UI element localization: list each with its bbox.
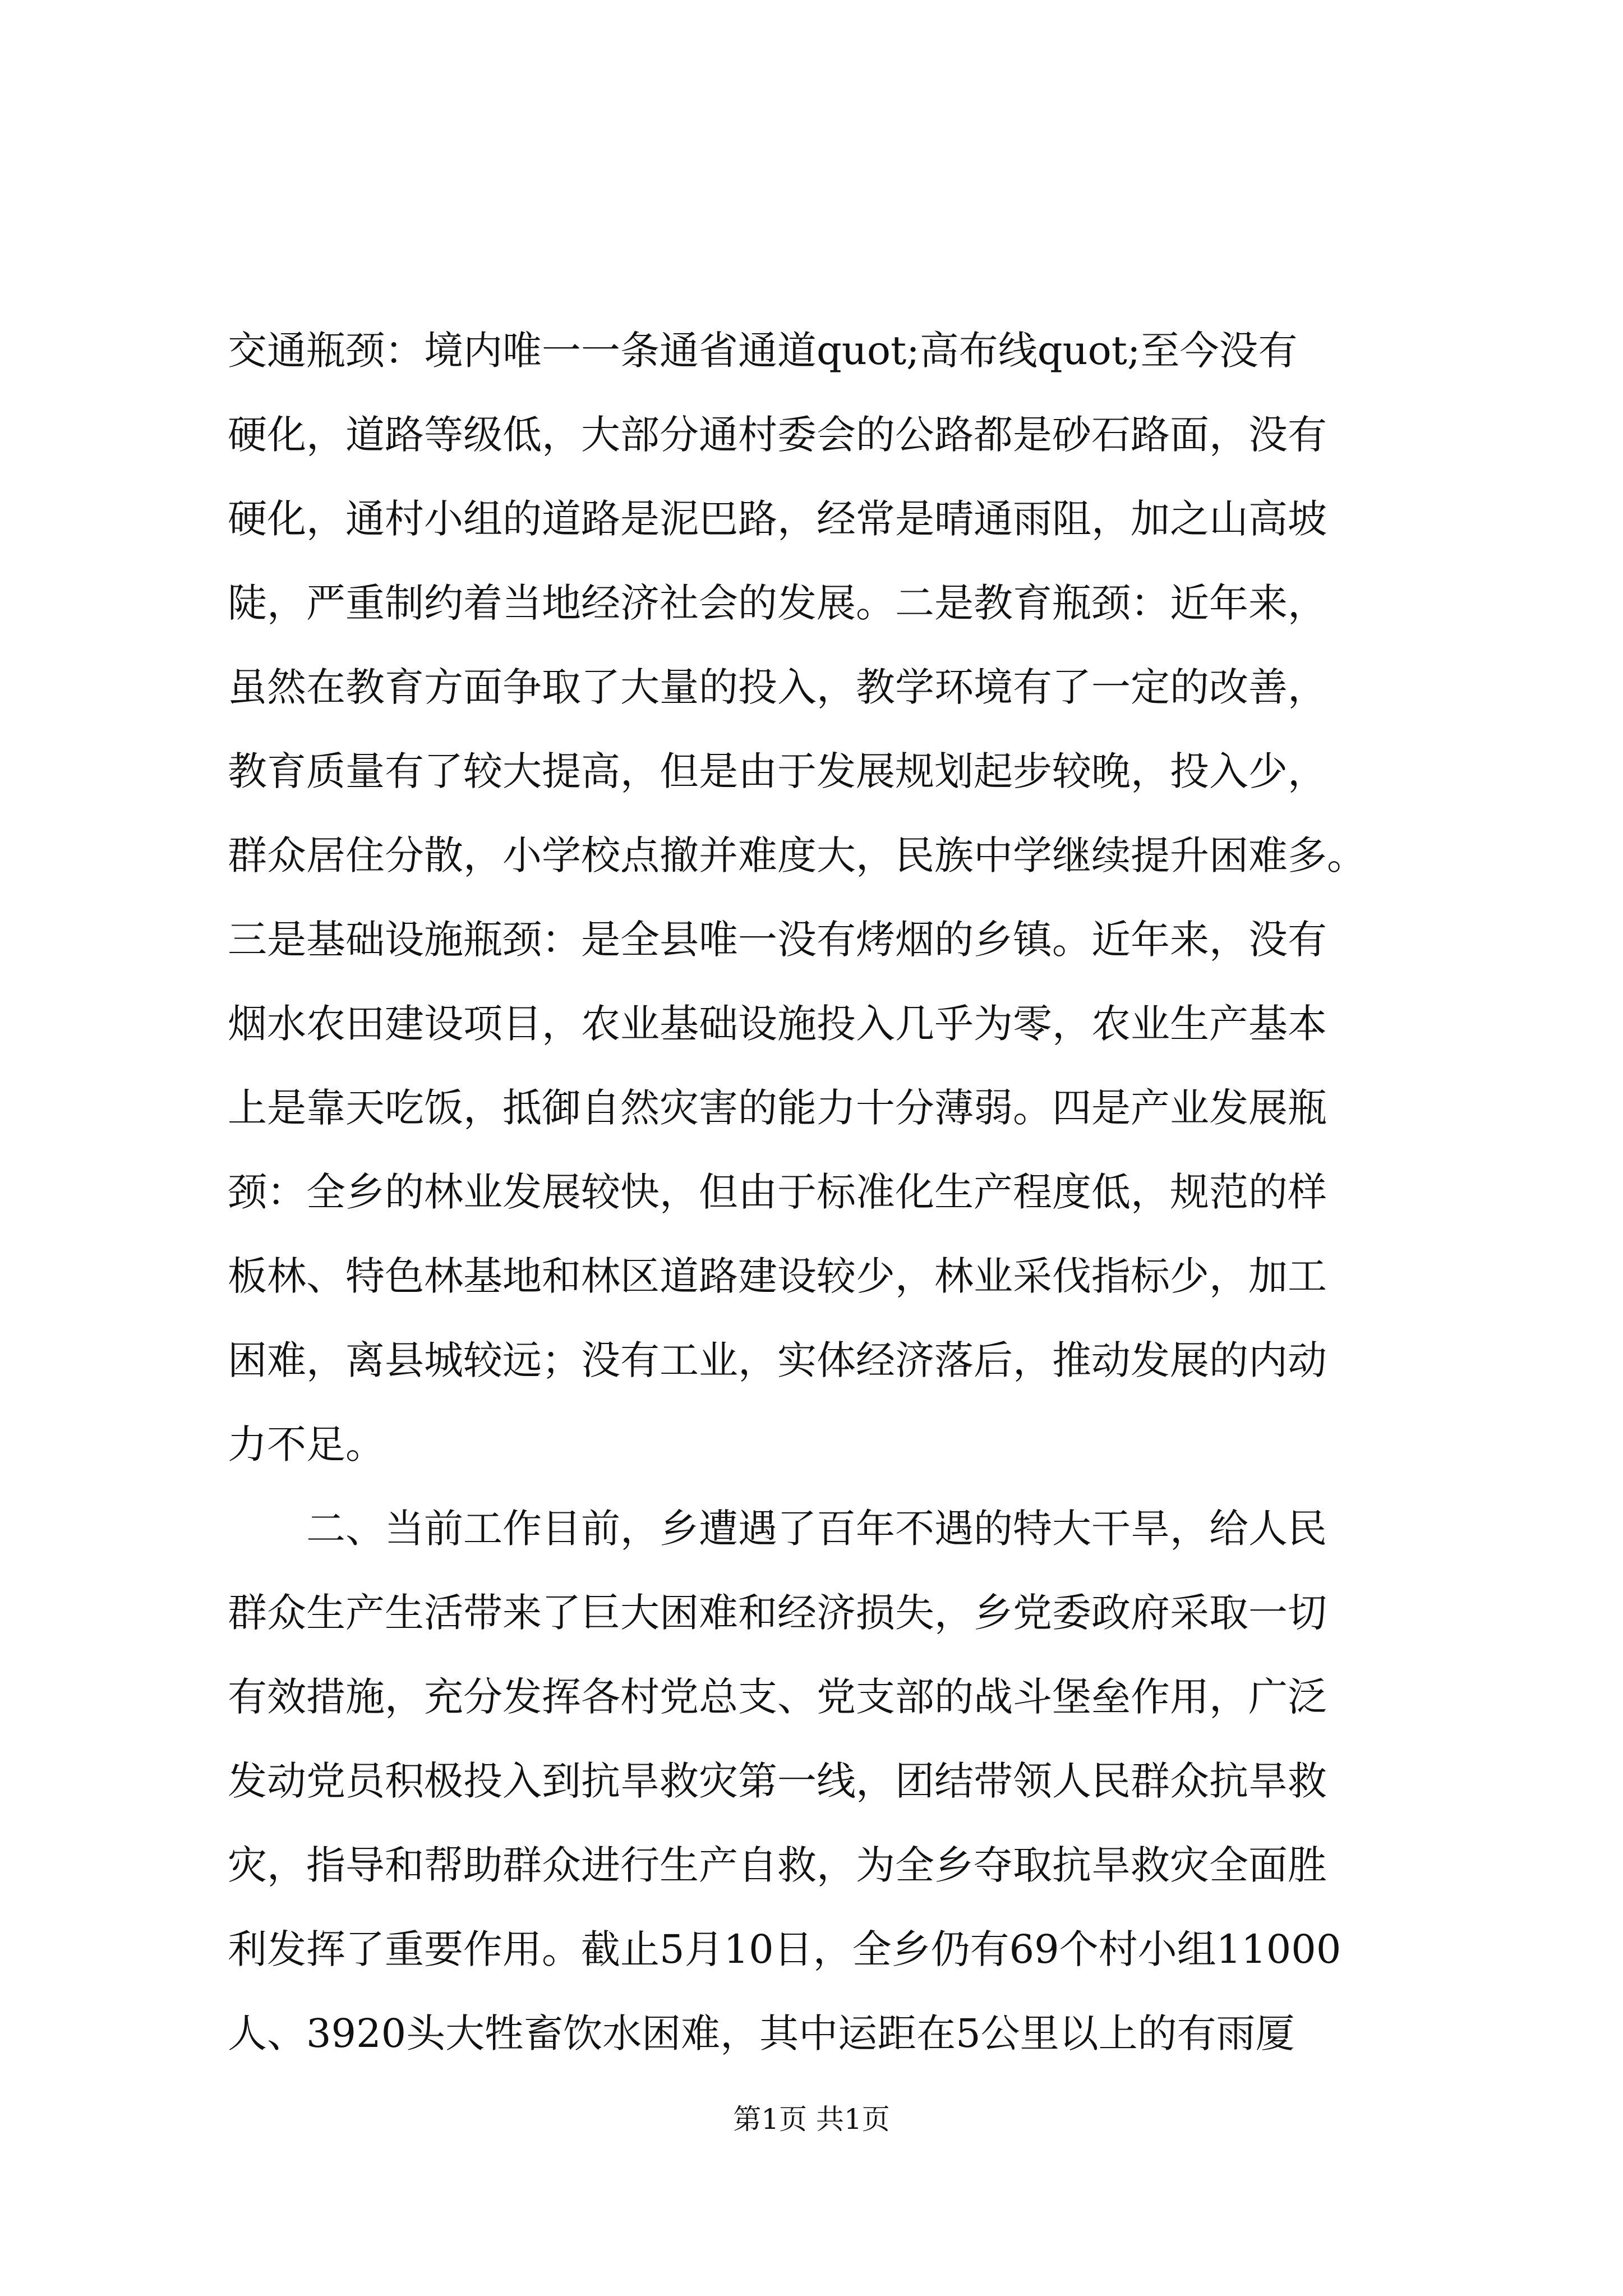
text-line-20: 利发挥了重要作用。截止5月10日，全乡仍有69个村小组11000 (228, 1926, 1341, 1972)
text-line-11: 颈：全乡的林业发展较快，但由于标准化生产程度低，规范的样 (228, 1169, 1327, 1215)
text-line-13: 困难，离县城较远；没有工业，实体经济落后，推动发展的内动 (228, 1337, 1327, 1383)
text-line-14: 力不足。 (228, 1421, 385, 1467)
text-line-8: 三是基础设施瓶颈：是全县唯一没有烤烟的乡镇。近年来，没有 (228, 917, 1327, 963)
text-line-3: 硬化，通村小组的道路是泥巴路，经常是晴通雨阻，加之山高坡 (228, 496, 1327, 542)
text-line-5: 虽然在教育方面争取了大量的投入，教学环境有了一定的改善， (228, 664, 1327, 710)
text-line-12: 板林、特色林基地和林区道路建设较少，林业采伐指标少，加工 (228, 1253, 1327, 1299)
text-line-2: 硬化，道路等级低，大部分通村委会的公路都是砂石路面，没有 (228, 412, 1327, 458)
text-line-9: 烟水农田建设项目，农业基础设施投入几乎为零，农业生产基本 (228, 1001, 1327, 1047)
text-line-19: 灾，指导和帮助群众进行生产自救，为全乡夺取抗旱救灾全面胜 (228, 1842, 1327, 1888)
text-line-21: 人、3920头大牲畜饮水困难，其中运距在5公里以上的有雨厦 (228, 2010, 1295, 2056)
text-line-7: 群众居住分散，小学校点撤并难度大，民族中学继续提升困难多。 (228, 832, 1366, 878)
page-footer: 第1页 共1页 (733, 2103, 890, 2136)
text-line-17: 有效措施，充分发挥各村党总支、党支部的战斗堡垒作用，广泛 (228, 1674, 1327, 1720)
text-line-16: 群众生产生活带来了巨大困难和经济损失，乡党委政府采取一切 (228, 1590, 1327, 1636)
text-line-6: 教育质量有了较大提高，但是由于发展规划起步较晚，投入少， (228, 748, 1327, 794)
text-line-10: 上是靠天吃饭，抵御自然灾害的能力十分薄弱。四是产业发展瓶 (228, 1085, 1327, 1131)
text-line-1: 交通瓶颈：境内唯一一条通省通道quot;高布线quot;至今没有 (228, 328, 1298, 374)
text-line-18: 发动党员积极投入到抗旱救灾第一线，团结带领人民群众抗旱救 (228, 1758, 1327, 1804)
text-line-15: 二、当前工作目前，乡遭遇了百年不遇的特大干旱，给人民 (228, 1506, 1327, 1552)
text-line-4: 陡，严重制约着当地经济社会的发展。二是教育瓶颈：近年来， (228, 580, 1327, 626)
